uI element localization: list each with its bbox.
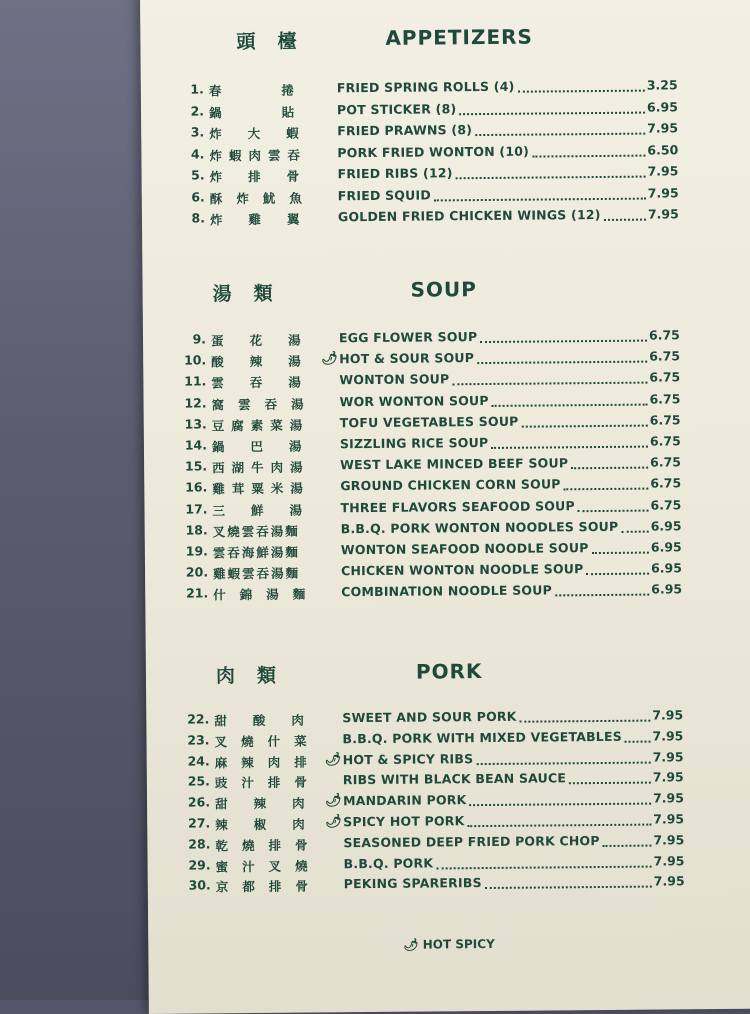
item-number: 16. <box>185 479 208 496</box>
item-name-zh: 甜酸肉 <box>214 712 330 729</box>
menu-item <box>144 411 750 434</box>
item-number: 2. <box>190 102 205 119</box>
item-name-zh: 炸雞翼 <box>209 211 326 228</box>
item-number: 14. <box>184 437 208 453</box>
item-number: 23. <box>187 732 210 748</box>
dot-leader <box>467 824 651 828</box>
menu-item <box>148 852 750 875</box>
item-number: 4. <box>190 145 205 162</box>
dot-leader <box>555 594 649 597</box>
item-price: 7.95 <box>653 832 685 848</box>
dot-leader <box>437 865 652 869</box>
chili-icon: 🌶 <box>325 814 342 830</box>
item-price: 7.95 <box>652 728 684 744</box>
dot-leader <box>485 886 652 889</box>
item-name: WOR WONTON SOUP <box>339 392 489 409</box>
item-price: 6.95 <box>650 518 682 534</box>
menu-item <box>147 790 750 813</box>
item-name-zh: 鍋巴湯 <box>211 438 328 455</box>
item-number: 26. <box>187 794 211 810</box>
item-name: EGG FLOWER SOUP <box>338 329 478 346</box>
dot-leader <box>469 803 651 807</box>
appetizers-heading-zh: 頭檯 <box>236 30 319 54</box>
dot-leader <box>586 573 649 576</box>
item-name: MANDARIN PORK <box>342 792 467 809</box>
item-number: 25. <box>187 773 210 790</box>
menu-page <box>140 0 750 1014</box>
item-name-zh: 炸排骨 <box>209 168 326 185</box>
soup-heading-zh: 湯類 <box>212 282 295 306</box>
item-number: 20. <box>185 564 209 580</box>
item-number: 15. <box>184 458 208 474</box>
item-number: 10. <box>183 352 207 368</box>
dot-leader <box>578 509 649 512</box>
menu-item <box>144 475 750 498</box>
item-number: 27. <box>188 815 211 831</box>
item-name: FRIED RIBS (12) <box>337 165 453 182</box>
item-price: 6.75 <box>650 496 682 513</box>
item-name-zh: 雲吞湯 <box>211 374 327 391</box>
item-price: 6.75 <box>649 433 681 449</box>
menu-item <box>142 206 750 229</box>
item-number: 11. <box>184 373 207 390</box>
item-name: THREE FLAVORS SEAFOOD SOUP <box>340 497 575 515</box>
item-number: 24. <box>187 753 210 769</box>
menu-item <box>144 390 750 413</box>
dot-leader <box>602 844 651 846</box>
item-name-zh: 叉燒雲吞湯麵 <box>212 523 300 540</box>
menu-item <box>147 769 750 792</box>
item-name: COMBINATION NOODLE SOUP <box>341 582 552 600</box>
item-number: 8. <box>191 210 206 226</box>
item-price: 6.95 <box>650 560 682 576</box>
menu-item <box>146 727 750 750</box>
item-name-zh: 春捲 <box>208 82 354 99</box>
menu-item <box>144 433 750 456</box>
item-name: WEST LAKE MINCED BEEF SOUP <box>340 455 569 473</box>
item-name-zh: 乾燒排骨 <box>215 837 322 854</box>
item-number: 5. <box>191 167 205 183</box>
item-price: 7.95 <box>652 748 684 765</box>
item-price: 3.25 <box>646 77 678 93</box>
menu-item <box>141 98 750 121</box>
menu-item <box>143 348 750 371</box>
item-name-zh: 炸蝦肉雲吞 <box>209 147 307 163</box>
item-name: GROUND CHICKEN CORN SOUP <box>340 476 561 494</box>
menu-item <box>147 811 750 834</box>
menu-item <box>143 369 750 392</box>
menu-item <box>144 496 750 519</box>
item-price: 6.75 <box>649 390 681 407</box>
dot-leader <box>434 197 646 201</box>
dot-leader <box>592 552 649 554</box>
item-number: 18. <box>185 522 208 538</box>
item-price: 7.95 <box>647 163 679 179</box>
item-name: B.B.Q. PORK <box>343 855 434 871</box>
chili-icon: 🌶 <box>324 751 342 768</box>
item-name: SWEET AND SOUR PORK <box>342 708 517 726</box>
appetizers-heading: APPETIZERS <box>385 24 534 50</box>
menu-item <box>147 748 750 771</box>
dot-leader <box>477 761 651 765</box>
item-price: 7.95 <box>647 120 679 136</box>
item-name-zh: 蛋花湯 <box>210 332 327 349</box>
item-price: 6.95 <box>650 539 682 555</box>
item-price: 6.75 <box>650 454 682 470</box>
item-name: WONTON SEAFOOD NOODLE SOUP <box>340 540 589 558</box>
dot-leader <box>625 740 651 742</box>
item-name-zh: 叉燒什菜 <box>214 733 321 750</box>
item-name: RIBS WITH BLACK BEAN SAUCE <box>342 770 567 788</box>
dot-leader <box>522 424 648 427</box>
item-number: 3. <box>190 124 205 140</box>
item-number: 9. <box>192 331 207 347</box>
item-name-zh: 酥炸魷魚 <box>209 189 316 206</box>
menu-item <box>144 454 750 477</box>
item-name: B.B.Q. PORK WONTON NOODLES SOUP <box>340 518 619 537</box>
item-price: 7.95 <box>653 811 685 827</box>
spicy-legend-label: HOT SPICY <box>422 936 495 952</box>
dot-leader <box>518 90 645 93</box>
dot-leader <box>622 530 649 532</box>
item-number: 29. <box>188 857 211 873</box>
item-price: 6.75 <box>649 369 681 385</box>
dot-leader <box>480 340 647 343</box>
item-price: 6.75 <box>650 475 682 491</box>
item-name: TOFU VEGETABLES SOUP <box>339 413 519 431</box>
chili-icon: 🌶 <box>403 937 419 952</box>
item-name-zh: 炸大蝦 <box>209 125 325 142</box>
dot-leader <box>491 446 648 449</box>
item-name-zh: 雞茸粟米湯 <box>212 480 310 497</box>
menu-item <box>141 120 750 143</box>
menu-item <box>143 327 750 350</box>
dot-leader <box>459 111 645 115</box>
item-price: 6.75 <box>648 327 680 343</box>
soup-heading: SOUP <box>410 277 478 302</box>
item-name-zh: 京都排骨 <box>215 878 322 895</box>
dot-leader <box>604 219 646 221</box>
menu-item <box>145 517 750 540</box>
item-number: 28. <box>188 836 211 852</box>
spicy-legend <box>403 937 495 952</box>
item-number: 21. <box>186 585 209 602</box>
item-name: GOLDEN FRIED CHICKEN WINGS (12) <box>337 206 601 225</box>
item-number: 12. <box>184 395 207 411</box>
item-price: 7.95 <box>652 769 684 785</box>
menu-item <box>146 707 750 730</box>
dot-leader <box>519 720 650 723</box>
menu-item <box>142 184 750 207</box>
menu-item <box>148 873 750 896</box>
item-name-zh: 麻辣肉排 <box>214 754 321 770</box>
item-name-zh: 豆腐素菜湯 <box>211 417 310 434</box>
item-name-zh: 雲吞海鮮湯麵 <box>212 544 300 561</box>
item-name: HOT & SOUR SOUP <box>339 350 475 367</box>
item-number: 17. <box>185 501 208 517</box>
item-number: 30. <box>188 877 211 893</box>
item-price: 6.50 <box>647 141 679 158</box>
item-name: FRIED SQUID <box>337 186 431 203</box>
menu-item <box>145 581 750 604</box>
item-name: HOT & SPICY RIBS <box>342 750 474 767</box>
menu-item <box>147 831 750 854</box>
item-name: SPICY HOT PORK <box>343 813 465 830</box>
menu-item <box>141 77 750 100</box>
item-name-zh: 鍋貼 <box>208 103 355 120</box>
dot-leader <box>569 782 651 785</box>
item-price: 6.95 <box>651 581 683 597</box>
menu-item <box>145 539 750 562</box>
item-name: POT STICKER (8) <box>336 100 457 117</box>
item-name-zh: 辣椒肉 <box>215 816 331 833</box>
item-price: 7.95 <box>647 184 679 201</box>
menu-item <box>141 141 750 164</box>
item-name-zh: 甜辣肉 <box>215 795 331 812</box>
item-price: 7.95 <box>652 707 684 723</box>
item-price: 7.95 <box>652 790 684 806</box>
dot-leader <box>532 154 645 157</box>
item-price: 7.95 <box>647 206 679 222</box>
item-name-zh: 西湖牛肉湯 <box>212 459 310 476</box>
table-surface <box>0 0 150 1000</box>
dot-leader <box>452 382 647 386</box>
chili-icon: 🌶 <box>321 351 338 367</box>
item-name-zh: 什錦湯麵 <box>213 586 320 603</box>
item-price: 7.95 <box>653 873 685 889</box>
menu-item <box>145 560 750 583</box>
dot-leader <box>571 467 648 470</box>
item-name: FRIED PRAWNS (8) <box>337 122 473 139</box>
item-name-zh: 酸辣湯 <box>211 353 327 370</box>
item-number: 19. <box>185 543 208 559</box>
item-price: 6.75 <box>649 348 681 364</box>
menu-item <box>142 163 750 186</box>
item-name: SEASONED DEEP FRIED PORK CHOP <box>343 832 600 851</box>
item-name-zh: 三鮮湯 <box>212 501 329 518</box>
dot-leader <box>492 403 648 406</box>
dot-leader <box>456 176 646 180</box>
item-name-zh: 雞蝦雲吞湯麵 <box>212 565 301 582</box>
item-name-zh: 窩雲吞湯 <box>211 396 318 412</box>
item-name: PEKING SPARERIBS <box>343 875 482 892</box>
item-price: 6.95 <box>646 98 678 115</box>
item-number: 1. <box>190 81 204 97</box>
dot-leader <box>563 488 648 491</box>
dot-leader <box>475 133 645 136</box>
item-name: SIZZLING RICE SOUP <box>339 434 489 452</box>
pork-heading: PORK <box>415 659 483 684</box>
item-name: WONTON SOUP <box>339 371 450 388</box>
item-name: FRIED SPRING ROLLS (4) <box>336 78 515 96</box>
item-price: 6.75 <box>649 412 681 428</box>
dot-leader <box>477 361 647 364</box>
item-name: B.B.Q. PORK WITH MIXED VEGETABLES <box>342 728 622 747</box>
item-number: 6. <box>191 188 205 205</box>
item-price: 7.95 <box>653 852 685 869</box>
item-number: 22. <box>187 711 210 727</box>
chili-icon: 🌶 <box>324 793 342 809</box>
item-name: CHICKEN WONTON NOODLE SOUP <box>340 561 584 579</box>
item-number: 13. <box>184 416 207 432</box>
pork-heading-zh: 肉類 <box>215 664 299 688</box>
item-name-zh: 豉汁排骨 <box>214 774 321 791</box>
item-name-zh: 蜜汁叉燒 <box>215 858 322 874</box>
item-name: PORK FRIED WONTON (10) <box>337 143 530 160</box>
